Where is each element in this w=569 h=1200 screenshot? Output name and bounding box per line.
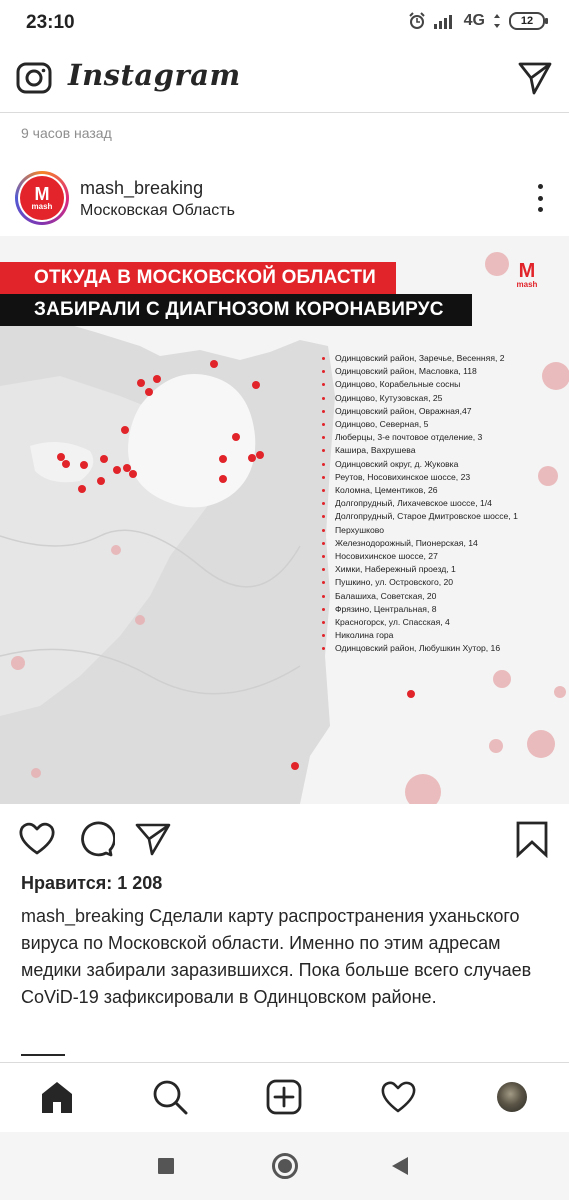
address-item: Одинцовский район, Любушкин Хутор, 16	[320, 642, 518, 655]
story-ring[interactable]	[15, 171, 69, 225]
status-icons	[408, 12, 545, 30]
post-header	[0, 162, 569, 232]
status-bar	[0, 0, 569, 46]
recents-button[interactable]	[158, 1158, 174, 1174]
direct-send-icon[interactable]	[517, 60, 553, 96]
share-icon[interactable]	[134, 820, 172, 858]
post-username[interactable]: mash_breaking	[80, 178, 204, 198]
avatar-letter: M	[34, 183, 50, 204]
caption-username[interactable]: mash_breaking	[21, 906, 145, 926]
network-type: 4G	[463, 12, 485, 29]
address-item: Фрязино, Центральная, 8	[320, 603, 518, 616]
search-icon[interactable]	[152, 1079, 188, 1115]
profile-avatar[interactable]	[497, 1082, 527, 1112]
address-item: Одинцово, Корабельные сосны	[320, 378, 518, 391]
avatar[interactable]	[20, 176, 64, 220]
signal-icon	[434, 13, 456, 29]
mash-logo	[515, 262, 539, 289]
comment-icon[interactable]	[77, 820, 115, 858]
battery-icon	[509, 12, 545, 30]
like-heart-icon[interactable]	[18, 820, 56, 858]
camera-icon[interactable]	[16, 60, 52, 96]
address-item: Красногорск, ул. Спасская, 4	[320, 616, 518, 629]
caption-text: Сделали карту распространения уханьского вируса по Московской области. Именно по этим адресам медики забирали заразившихся. Пока больше всего случаев CoViD-19 зафиксировали в Одинцовском районе.	[21, 906, 532, 1007]
system-navigation-bar	[0, 1132, 569, 1200]
instagram-logo: Instagram	[68, 58, 241, 92]
home-icon[interactable]	[39, 1079, 75, 1115]
address-item: Железнодорожный, Пионерская, 14	[320, 537, 518, 550]
mash-logo-letter: M	[518, 260, 536, 282]
status-time: 23:10	[26, 12, 75, 33]
post-image[interactable]	[0, 236, 569, 804]
address-item: Николина гора	[320, 629, 518, 642]
activity-heart-icon[interactable]	[380, 1079, 416, 1115]
address-list	[320, 352, 518, 656]
more-options-icon[interactable]	[536, 184, 544, 212]
top-app-bar	[0, 46, 569, 112]
post-caption	[21, 903, 551, 1011]
address-item: Долгопрудный, Старое Дмитровское шоссе, 1	[320, 510, 518, 523]
headline-line-2: ЗАБИРАЛИ С ДИАГНОЗОМ КОРОНАВИРУС	[0, 294, 472, 326]
previous-post-timestamp: 9 часов назад	[21, 125, 112, 141]
address-item: Кашира, Вахрушева	[320, 444, 518, 457]
address-item: Люберцы, 3-е почтовое отделение, 3	[320, 431, 518, 444]
home-button[interactable]	[272, 1153, 298, 1179]
alarm-icon	[408, 12, 426, 30]
caption-divider	[21, 1054, 65, 1056]
address-item: Одинцово, Кутузовская, 25	[320, 392, 518, 405]
address-item: Перхушково	[320, 524, 518, 537]
address-item: Одинцовский округ, д. Жуковка	[320, 458, 518, 471]
top-divider	[0, 112, 569, 113]
address-item: Химки, Набережный проезд, 1	[320, 563, 518, 576]
mash-logo-text: mash	[516, 280, 538, 289]
back-button[interactable]	[392, 1157, 408, 1175]
save-bookmark-icon[interactable]	[513, 820, 551, 858]
headline-line-1: ОТКУДА В МОСКОВСКОЙ ОБЛАСТИ	[0, 262, 396, 294]
address-item: Балашиха, Советская, 20	[320, 590, 518, 603]
address-item: Реутов, Носовихинское шоссе, 23	[320, 471, 518, 484]
new-post-icon[interactable]	[266, 1079, 302, 1115]
address-item: Носовихинское шоссе, 27	[320, 550, 518, 563]
address-item: Одинцовский район, Масловка, 118	[320, 365, 518, 378]
bottom-navigation	[0, 1062, 569, 1132]
address-item: Коломна, Цементиков, 26	[320, 484, 518, 497]
post-actions	[0, 814, 569, 866]
avatar-caption: mash	[31, 201, 53, 211]
address-item: Пушкино, ул. Островского, 20	[320, 576, 518, 589]
likes-count[interactable]: Нравится: 1 208	[21, 873, 163, 893]
address-item: Долгопрудный, Лихачевское шоссе, 1/4	[320, 497, 518, 510]
data-arrows-icon	[493, 13, 501, 29]
address-item: Одинцовский район, Заречье, Весенняя, 2	[320, 352, 518, 365]
address-item: Одинцовский район, Овражная,47	[320, 405, 518, 418]
address-item: Одинцово, Северная, 5	[320, 418, 518, 431]
post-location[interactable]: Московская Область	[80, 202, 235, 219]
battery-level-text: 12	[520, 15, 534, 27]
